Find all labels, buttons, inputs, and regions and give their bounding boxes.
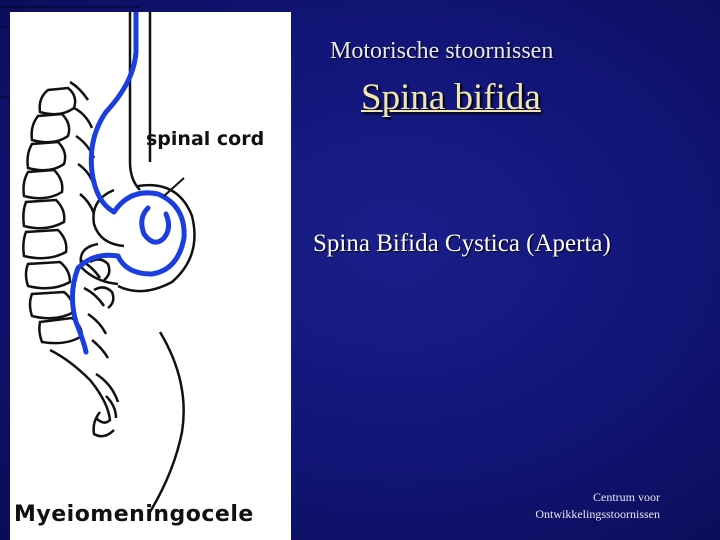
slide-body: Spina Bifida Cystica (Aperta) <box>313 230 611 257</box>
footer-line-2: Ontwikkelingsstoornissen <box>535 507 660 521</box>
footer-line-1: Centrum voor <box>593 490 660 504</box>
spinal-cord-label: spinal cord <box>146 128 265 150</box>
spine-diagram <box>10 12 291 540</box>
slide-title: Spina bifida <box>361 77 541 118</box>
footer <box>480 489 660 523</box>
illustration-caption: Myeiomeningocele <box>14 502 254 527</box>
slide-subtitle: Motorische stoornissen <box>330 38 554 64</box>
spina-bifida-illustration <box>10 12 291 540</box>
background-streak <box>0 6 140 8</box>
